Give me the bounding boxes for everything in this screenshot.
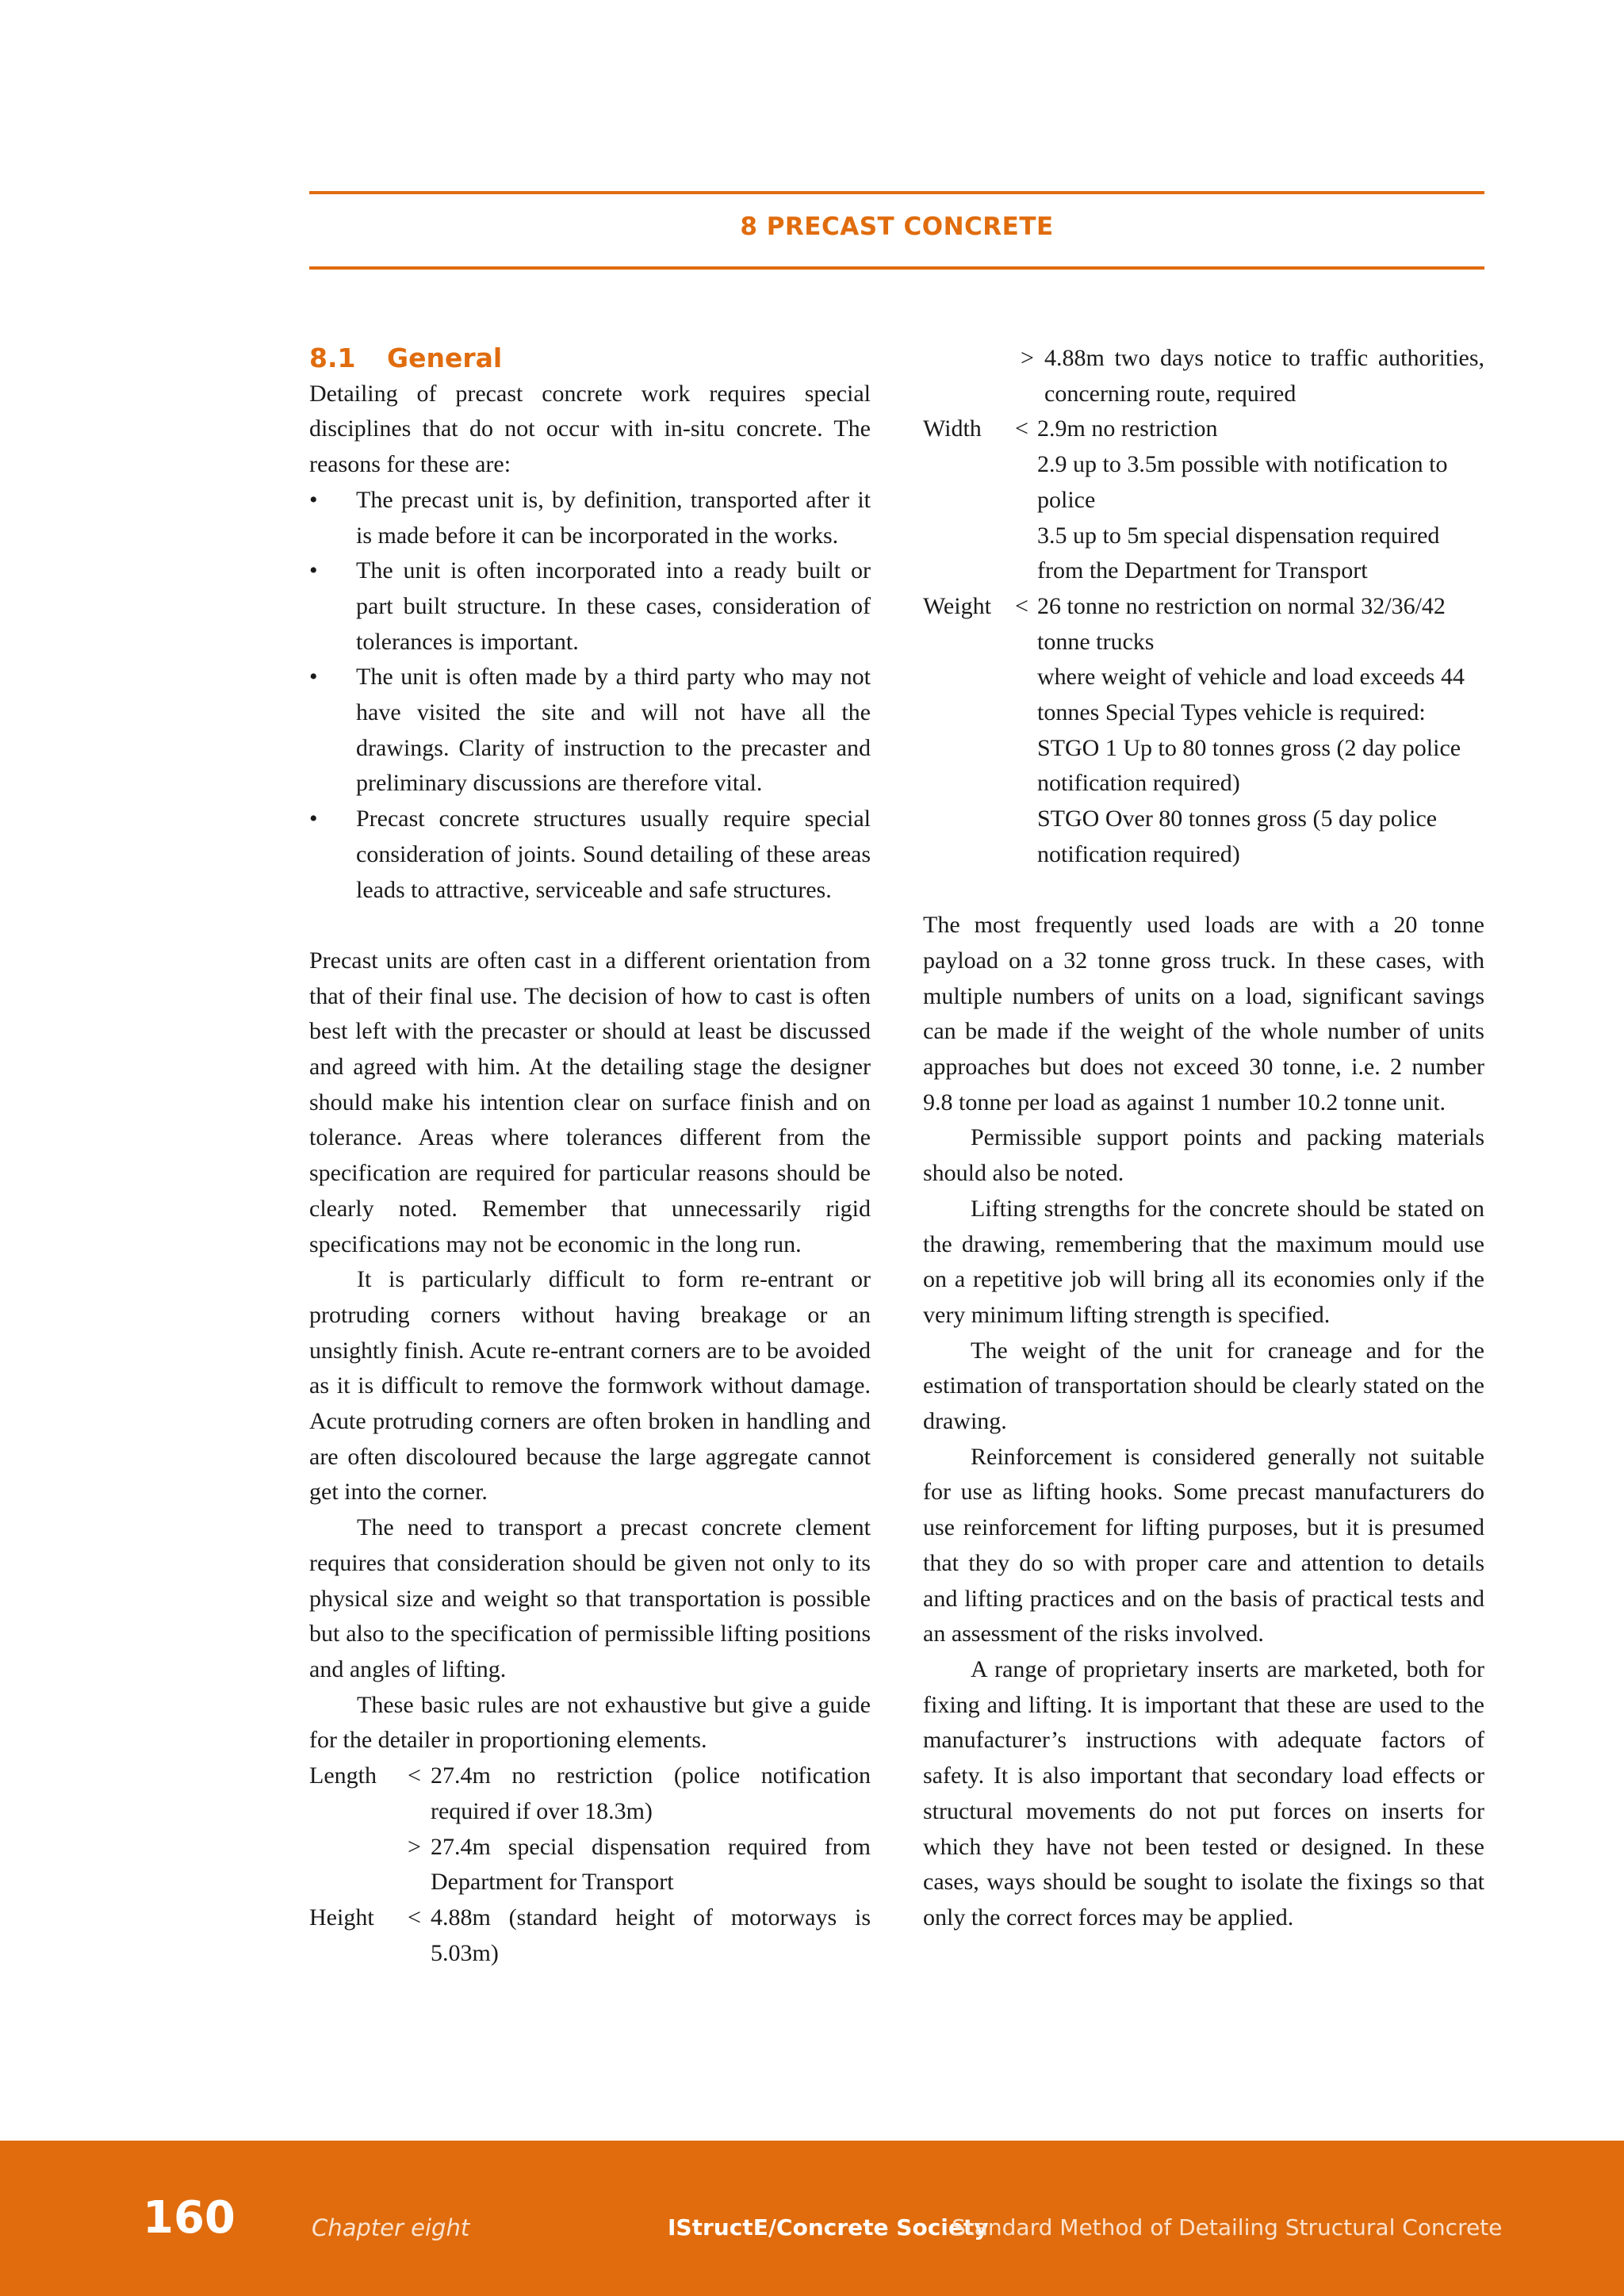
- left-column: [309, 341, 871, 1971]
- less-than-symbol: <: [408, 1904, 421, 1931]
- spec-line: < 2.9m no restriction: [1015, 411, 1484, 447]
- less-than-symbol: <: [1015, 415, 1028, 442]
- bullet-icon: •: [309, 664, 318, 691]
- intro-paragraph: Detailing of precast concrete work requires special disciplines that do not occur with in-situ concrete. The reasons for these are:: [309, 380, 871, 478]
- spec-label: Height: [309, 1904, 374, 1931]
- spec-line: < 4.88m (standard height of motorways is 5.03m): [408, 1900, 871, 1971]
- bullet-icon: •: [309, 806, 318, 832]
- footer-book-title: Standard Method of Detailing Structural Concrete: [952, 2214, 1503, 2241]
- body-paragraph: The need to transport a precast concrete clement requires that consideration should be given not only to its physical size and weight so that transportation is possible but also to the specification of permissible lifting positions and angles of lifting.: [309, 1514, 871, 1682]
- greater-than-symbol: >: [1021, 345, 1034, 371]
- spec-line: < 27.4m no restriction (police notification required if over 18.3m): [408, 1758, 871, 1829]
- spec-line: > 4.88m two days notice to traffic authorities, concerning route, required: [1021, 341, 1484, 411]
- footer-chapter-label: Chapter eight: [312, 2214, 470, 2241]
- bullet-icon: •: [309, 486, 318, 513]
- body-paragraph: The most frequently used loads are with a 20 tonne payload on a 32 tonne gross truck. In these cases, with multiple numbers of units on a load, significant savings can be made if the weight of the whole number of units approaches but does not exceed 30 tonne, i.e. 2 number 9.8 tonne per load as against 1 number 10.2 tonne unit.: [923, 912, 1484, 1115]
- footer-publisher: IStructE/Concrete Society: [668, 2214, 989, 2241]
- spec-label: Width: [923, 415, 982, 442]
- spec-line: 2.9 up to 3.5m possible with notification to police: [1037, 451, 1448, 513]
- chapter-title: 8 PRECAST CONCRETE: [740, 212, 1054, 241]
- height-spec-continued: [923, 341, 1484, 411]
- spec-label: Length: [309, 1762, 377, 1789]
- list-item: • The precast unit is, by definition, transported after it is made before it can be incorporated in the works.: [309, 483, 871, 553]
- spec-line: STGO Over 80 tonnes gross (5 day police notification required): [1037, 806, 1438, 867]
- section-title: General: [387, 342, 503, 373]
- header-rule-top: [309, 191, 1484, 194]
- spec-label: Weight: [923, 592, 991, 619]
- body-paragraph: Permissible support points and packing materials should also be noted.: [923, 1124, 1484, 1187]
- spec-line: where weight of vehicle and load exceeds 44 tonnes Special Types vehicle is required:: [1037, 664, 1465, 726]
- bullet-icon: •: [309, 557, 318, 584]
- section-number: 8.1: [309, 342, 356, 373]
- header-rule-bottom: [309, 266, 1484, 270]
- less-than-symbol: <: [1015, 592, 1028, 619]
- spec-line: > 27.4m special dispensation required from Department for Transport: [408, 1830, 871, 1900]
- spec-line: 3.5 up to 5m special dispensation required from the Department for Transport: [1037, 522, 1440, 584]
- height-spec: [309, 1900, 871, 1971]
- length-spec: [309, 1758, 871, 1900]
- less-than-symbol: <: [408, 1762, 421, 1789]
- body-paragraph: It is particularly difficult to form re-entrant or protruding corners without having breakage or an unsightly finish. Acute re-entrant corners are to be avoided as it is difficult to remove the formwork without damage. Acute protruding corners are often broken in handling and are often discoloured because the large aggregate cannot get into the corner.: [309, 1266, 871, 1506]
- body-paragraph: The weight of the unit for craneage and for the estimation of transportation should be clearly stated on the drawing.: [923, 1337, 1484, 1435]
- page-number: 160: [143, 2192, 236, 2244]
- list-item: • The unit is often incorporated into a ready built or part built structure. In these cases, consideration of tolerances is important.: [309, 553, 871, 660]
- greater-than-symbol: >: [408, 1833, 421, 1860]
- body-paragraph: These basic rules are not exhaustive but give a guide for the detailer in proportioning elements.: [309, 1691, 871, 1754]
- weight-spec: [923, 589, 1484, 873]
- spec-line: < 26 tonne no restriction on normal 32/36/42 tonne trucks: [1015, 589, 1484, 660]
- width-spec: [923, 411, 1484, 589]
- right-column: [923, 341, 1484, 1936]
- list-item: • Precast concrete structures usually require special consideration of joints. Sound detailing of these areas leads to attractive, serviceable and safe structures.: [309, 802, 871, 908]
- list-item: • The unit is often made by a third party who may not have visited the site and will not have all the drawings. Clarity of instruction to the precaster and preliminary discussions are therefore vital.: [309, 660, 871, 802]
- body-paragraph: A range of proprietary inserts are marketed, both for fixing and lifting. It is important that these are used to the manufacturer’s instructions with adequate factors of safety. It is also important that secondary load effects or structural movements do not put forces on inserts for which they have not been tested or designed. In these cases, ways should be sought to isolate the fixings so that only the correct forces may be applied.: [923, 1656, 1484, 1931]
- body-paragraph: Reinforcement is considered generally not suitable for use as lifting hooks. Some precast manufacturers do use reinforcement for lifting purposes, but it is presumed that they do so with proper care and attention to details and lifting practices and on the basis of practical tests and an assessment of the risks involved.: [923, 1443, 1484, 1647]
- reasons-list: [309, 483, 871, 908]
- spec-line: STGO 1 Up to 80 tonnes gross (2 day police notification required): [1037, 734, 1461, 797]
- body-paragraph: Precast units are often cast in a different orientation from that of their final use. The decision of how to cast is often best left with the precaster or should at least be discussed and agreed with him. At the detailing stage the designer should make his intention clear on surface finish and on tolerance. Areas where tolerances different from the specification are required for particular reasons should be clearly noted. Remember that unnecessarily rigid specifications may not be economic in the long run.: [309, 947, 871, 1257]
- body-paragraph: Lifting strengths for the concrete should be stated on the drawing, remembering that the maximum mould use on a repetitive job will bring all its economies only if the very minimum lifting strength is specified.: [923, 1195, 1484, 1328]
- section-heading: [309, 341, 871, 377]
